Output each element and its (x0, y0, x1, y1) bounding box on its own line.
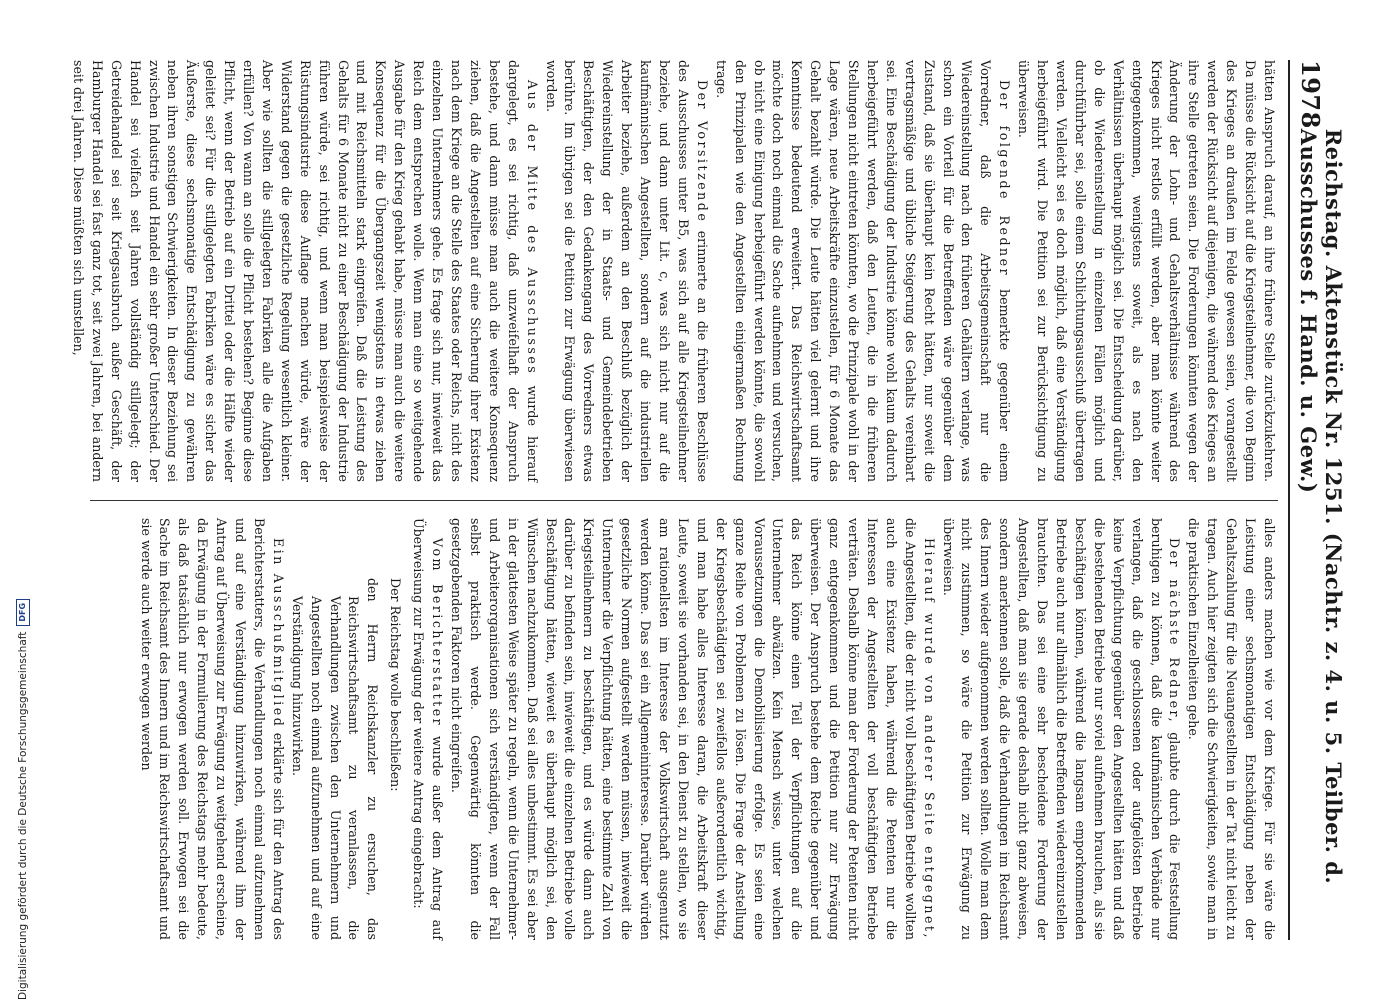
right-column (90, 518, 1278, 940)
motion-intro: Der Reichstag wolle beschließen: (388, 578, 404, 792)
speaker-label: Der folgende Redner (997, 80, 1013, 278)
left-paragraph-4: Aus der Mitte des Ausschusses wurde hierauf dargelegt, es sei richtig, daß unzweifelhaft der Anspruch bestehe, und dann müsse man auch die weitere Konsequenz ziehen, daß die Angestellten auf eine Sicherung ihrer Existenz nach dem Kriege an die Stelle des Staates oder Reichs, nicht des einzelnen Unternehmers gehe. Es frage sich nur, inwieweit das Reich dem entsprechen wolle. Wenn man eine so weitgehende Ausgabe für den Krieg gehabt habe, müsse man auch die weitere Konsequenz für die Übergangszeit wenigstens in etwas ziehen und mit Reichsmitteln stark eingreifen. Daß die Leistung des Gehalts für 6 Monate nicht zu einer Beschädigung der Industrie führen würde, sei richtig, und wenn man beispielsweise der Rüstungsindustrie diese Auflage machen würde, wäre der Widerstand gegen die gesetzliche Regelung wesentlich kleiner. Aber wie sollten die stillgelegten Fabriken alle die Aufgaben erfüllen? Von wann an solle die Pflicht bestehen? Beginne diese Pflicht, wenn der Betrieb auf ein Drittel oder die Hälfte wieder geleitet sei? Für die stillgelegten Fabriken wäre es sicher das Äußerste, diese sechsmonatige Entschädigung zu gewähren neben ihren sonstigen Schwierigkeiten. In dieser Beziehung sei zwischen Industrie und Handel ein sehr großer Unterschied. Der Handel sei vielfach seit Jahren vollständig stillgelegt; der Getreidehandel sei seit Kriegsausbruch außer Geschäft, der Hamburger Handel sei fast ganz tot, seit zwei Jahren, bei andern seit drei Jahren. Diese müßten sich umstellen, (70, 60, 540, 482)
credit-text: Digitalisierung gefördert durch die Deutsche Forschungsgemeinschaft (17, 631, 29, 1000)
document-page (70, 60, 1346, 940)
column-divider (90, 500, 1278, 501)
page-title: Reichstag. Aktenstück Nr. 1251. (Nachtr. z. 4. u. 5. Teilber. d. Ausschusses f. Hand. u. Gew.) (1296, 128, 1346, 885)
dfg-logo: DFG (16, 599, 30, 626)
speaker-label: Aus der Mitte des Ausschusses (524, 80, 540, 376)
right-paragraph-2: Der nächste Redner, glaubte durch die Feststellung beruhigen zu können, daß die kaufmännischen Verbände nur verlangen, daß die geschlossenen oder aufgelösten Betriebe keine Verpflichtung gegenüber den Angestellten hätten und daß die bestehenden Betriebe nur soviel aufnehmen brauchen, als sie beschäftigen können, während die langsam emporkommenden Betriebe auch nur allmählich die Betreffenden wiedereinzustellen brauchten. Das sei eine sehr bescheidene Forderung der Angestellten, daß man sie gerade deshalb nicht ganz abweisen, sondern anerkennen solle, daß die Verhandlungen im Reichsamt des Innern wieder aufgenommen werden sollten. Wolle man dem nicht zustimmen, so wäre die Petition zur Erwägung zu überweisen. (940, 518, 1183, 940)
right-paragraph-3: Hierauf wurde von anderer Seite entgegnet, die Angestellten, die der nicht voll beschäftigten Betriebe wollten auch eine Existenz haben, während die Petenten nur die Interessen der Angestellten der voll beschäftigten Betriebe verträten. Deshalb könne man der Forderung der Petenten nicht ganz entgegenkommen und die Petition nur zur Erwägung überweisen. Der Anspruch bestehe dem Reiche gegenüber und das Reich könne einen Teil der Verpflichtungen auf die Unternehmer abwälzen. Kein Mensch wisse, unter welchen Voraussetzungen die Demobilisierung erfolge. Es seien eine ganze Reihe von Problemen zu lösen. Die Frage der Anstellung der Kriegsbeschädigten sei zweifellos außerordentlich wichtig, und man habe alles Interesse daran, die Arbeitskraft dieser Leute, soweit sie vorhanden sei, in den Dienst zu stellen, wo sie am rationellsten im Interesse der Volkswirtschaft ausgenutzt werden könne. Das sei ein Allgemeininteresse. Darüber würden gesetzliche Normen aufgestellt werden müssen, inwieweit die Unternehmer die Verpflichtung hätten, eine bestimmte Zahl von Kriegsteilnehmern zu beschäftigen, und es würde dann auch darüber zu befinden sein, inwieweit die einzelnen Betriebe volle Beschäftigung hätten, wieweit es überhaupt möglich sei, den Wünschen nachzukommen. Daß sei alles unbestimmt. Es sei aber in der glattesten Weise später zu regeln, wenn die Unternehmer- und Arbeiterorganisationen sich verständigten, wenn der Fall selbst praktisch werde. Gegenwärtig könnten die gesetzgebenden Faktoren nicht eingreifen. (449, 518, 937, 940)
page-number: 1978 (1296, 60, 1325, 129)
speaker-label: Ein Ausschußmitglied (270, 538, 286, 729)
digitization-credit (16, 599, 30, 1000)
speaker-label: Vom Berichterstatter (430, 538, 446, 728)
right-paragraph-1: alles anders machen wie vor dem Kriege. Für sie wäre die Leistung einer sechsmonatigen Entschädigung neben der Gehaltszahlung für die Neuangestellten in der Tat nicht leicht zu tragen. Auch hier zeigten sich die Schwierigkeiten, sowie man in die praktischen Einzelheiten gehe. (1186, 518, 1277, 940)
left-paragraph-3: Der Vorsitzende erinnerte an die früheren Beschlüsse des Ausschusses unter B5, was sich auf alle Kriegsteilnehmer beziehe, und dann unter Lit. c, was sich nicht nur auf die kaufmännischen Angestellten, sondern auf die industriellen Arbeiter beziehe, außerdem an den Beschluß bezüglich der Wiedereinstellung der in Staats- und Gemeindebetrieben Beschäftigten, der den Gedankengang des Vorredners etwas berühre. Im übrigen sei die Petition zur Erwägung überwiesen worden. (543, 60, 710, 482)
page-header (1296, 60, 1346, 940)
left-paragraph-1: hätten Anspruch darauf, an ihre frühere Stelle zurückzukehren. Da müsse die Rücksicht auf die Kriegsteilnehmer, die von Beginn des Krieges an draußen im Felde gewesen seien, vorangestellt werden der Rücksicht auf diejenigen, die während des Krieges an ihre Stelle getreten seien. Die Forderungen könnten wegen der Änderung der Lohn- und Gehaltsverhältnisse während des Krieges nicht restlos erfüllt werden, aber man könnte weiter entgegenkommen, wenigstens soweit, als es nach den Verhältnissen überhaupt möglich sei. Die Entscheidung darüber, ob die Wiedereinstellung in einzelnen Fällen möglich und durchführbar sei, solle einem Schlichtungsausschuß übertragen werden. Vielleicht sei es doch möglich, daß eine Verständigung herbeigeführt wird. Die Petition sei zur Berücksichtigung zu überweisen. (1016, 60, 1277, 482)
speaker-label: Hierauf wurde von anderer Seite entgegnet, (921, 538, 937, 940)
motion-text: den Herrn Reichskanzler zu ersuchen, das Reichswirtschaftsamt zu veranlassen, die Verhandlungen zwischen den Unternehmern und Angestellten noch einmal aufzunehmen und auf eine Verständigung hinzuwirken. (289, 578, 381, 940)
left-column (70, 60, 1278, 482)
header-rule (1288, 60, 1290, 940)
right-paragraph-4: Vom Berichterstatter wurde außer dem Antrag auf Überweisung zur Erwägung der weitere Antrag eingebracht: (411, 518, 446, 940)
speaker-label: Der nächste Redner, (1167, 538, 1183, 725)
left-paragraph-2: Der folgende Redner bemerkte gegenüber einem Vorredner, daß die Arbeitsgemeinschaft nur die Wiedereinstellung nach den früheren Gehältern verlange, was schon ein Vorteil für die Betreffenden wäre gegenüber dem Zustand, daß sie überhaupt kein Recht hätten, nur soweit die vertragsmäßige und übliche Steigerung des Gehalts vereinbart sei. Eine Beschädigung der Industrie könne wohl kaum dadurch herbeigeführt werden, daß den Leuten, die in die früheren Stellungen nicht eintreten könnten, wo die Prinzipale wohl in der Lage wären, neue Arbeitskräfte einzustellen, für 6 Monate das Gehalt bezahlt würde. Die Leute hätten viel gelernt und ihre Kenntnisse bedeutend erweitert. Das Reichswirtschaftsamt möchte doch noch einmal die Sache aufnehmen und versuchen, ob nicht eine Einigung herbeigeführt werden könnte, die sowohl den Prinzipalen wie den Angestellten einigermaßen Rechnung trage. (713, 60, 1013, 482)
speaker-label: Der Vorsitzende (694, 80, 710, 224)
right-paragraph-5: Ein Ausschußmitglied erklärte sich für den Antrag des Berichterstatters, die Verhandlungen noch einmal aufzunehmen und auf eine Verständigung hinzuwirken, während ihm der Antrag auf Überweisung zur Erwägung zu weitgehend erscheine, da Erwägung in der Formulierung des Reichstags mehr bedeute, als daß tatsächlich nur erwogen werden soll. Erwogen sei die Sache im Reichsamt des Innern und im Reichswirtschaftsamt und sie werde auch weiter erwogen werden (138, 518, 286, 940)
